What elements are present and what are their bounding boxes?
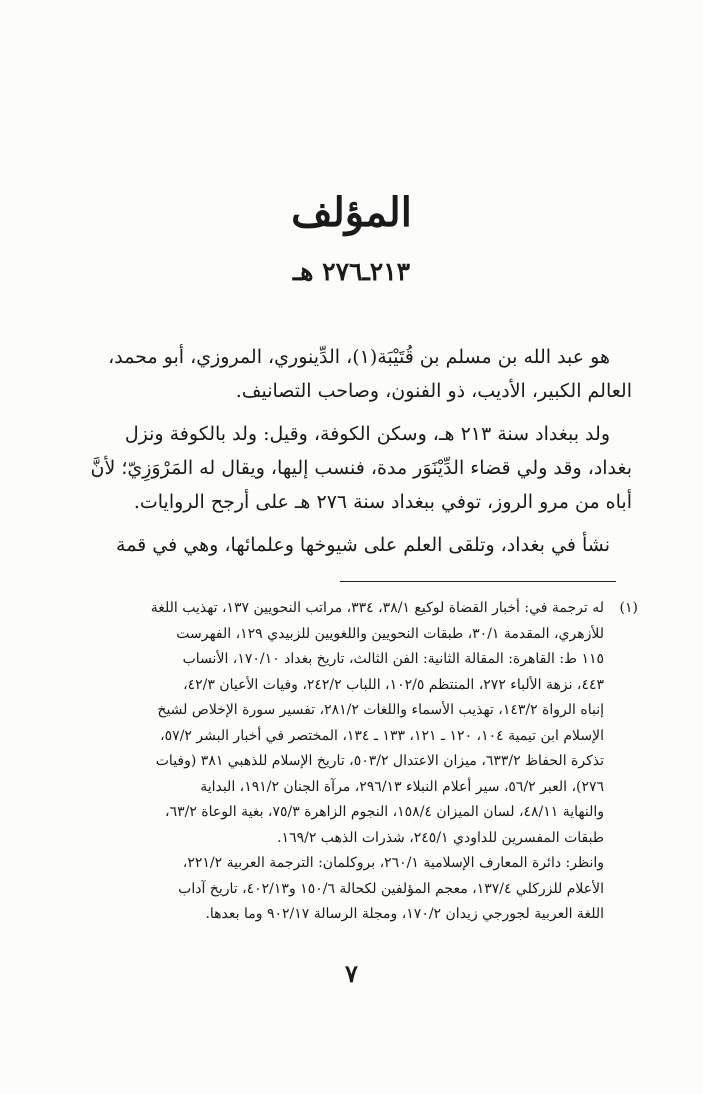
text-line: ولد ببغداد سنة ٢١٣ هـ، وسكن الكوفة، وقيل: ولد بالكوفة ونزل xyxy=(124,423,610,445)
footnote-line: اللغة العربية لجورجي زيدان ١٧٠/٢، ومجلة الرسالة ٩٠٢/١٧ وما بعدها. xyxy=(205,906,604,922)
chapter-title: المؤلف xyxy=(291,189,412,236)
footnotes xyxy=(76,596,638,928)
footnote-line: وانظر: دائرة المعارف الإسلامية ٢٦٠/١، بروكلمان: الترجمة العربية ٢٢١/٢، xyxy=(182,855,604,871)
footnote-line: إنباه الرواة ١٤٣/٢، تهذيب الأسماء واللغات ٢٨١/٢، تفسير سورة الإخلاص لشيخ xyxy=(157,702,604,718)
footnote-line: الأعلام للزركلي ١٣٧/٤، معجم المؤلفين لكحالة ١٥٠/٦ و٤٠٢/١٣، تاريخ آداب xyxy=(178,880,604,897)
page-number: ٧ xyxy=(345,959,358,988)
footnote-number: (١) xyxy=(619,600,638,616)
footnote-line: تذكرة الحفاظ ٦٣٣/٢، ميزان الاعتدال ٥٠٣/٢، تاريخ الإسلام للذهبي ٣٨١ (وفيات xyxy=(155,753,604,769)
footnote-line: طبقات المفسرين للداودي ٢٤٥/١، شذرات الذهب ١٦٩/٢. xyxy=(277,829,604,846)
text-line: نشأ في بغداد، وتلقى العلم على شيوخها وعلمائها، وهي في قمة xyxy=(116,534,610,556)
paragraph xyxy=(76,528,632,562)
paragraph xyxy=(76,340,632,408)
text-line: هو عبد الله بن مسلم بن قُتَيْبَة(١)، الدِّينوري، المروزي، أبو محمد، xyxy=(108,346,610,368)
footnote-line: ١١٥ ط: القاهرة: المقالة الثانية: الفن الثالث، تاريخ بغداد ١٧٠/١٠، الأنساب xyxy=(182,651,604,667)
footnote-text: له ترجمة في: أخبار القضاة لوكيع ٣٨/١، ٣٣٤، مراتب النحويين ١٣٧، تهذيب اللغة xyxy=(150,600,604,616)
footnote-line: ٤٤٣، نزهة الألباء ٢٧٢، المنتظم ١٠٢/٥، اللباب ٢٤٢/٢، وفيات الأعيان ٤٢/٣، xyxy=(183,676,604,693)
footnote-line: الإسلام ابن تيمية ١٠٤، ١٢٠ ـ ١٢١، ١٣٣ ـ ١٣٤، المختصر في أخبار البشر ٥٧/٢، xyxy=(160,727,604,744)
text-line: العالم الكبير، الأديب، ذو الفنون، وصاحب التصانيف. xyxy=(235,380,632,402)
footnote-line: للأزهري، المقدمة ٣٠/١، طبقات النحويين واللغويين للزبيدي ١٢٩، الفهرست xyxy=(176,625,604,642)
text-line: أباه من مرو الروز، توفي ببغداد سنة ٢٧٦ هـ على أرجح الروايات. xyxy=(133,491,632,513)
footnote-line: والنهاية ٤٨/١١، لسان الميزان ١٥٨/٤، النجوم الزاهرة ٧٥/٣، بغية الوعاة ٦٣/٢، xyxy=(165,804,604,820)
footnote-line xyxy=(76,596,638,622)
footnote-line: ٢٧٦)، العبر ٥٦/٢، سير أعلام النبلاء ٢٩٦/١٣، مرآة الجنان ١٩١/٢، البداية xyxy=(200,778,604,795)
paragraph xyxy=(76,417,632,519)
author-years: ٢١٣ـ٢٧٦ هـ xyxy=(292,257,411,286)
main-text xyxy=(76,340,632,562)
text-line: بغداد، وقد ولي قضاء الدِّيْنَوَر مدة، فنسب إليها، ويقال له المَرْوَزِيّ؛ لأنَّ xyxy=(90,457,632,479)
footnote-separator xyxy=(340,581,616,582)
